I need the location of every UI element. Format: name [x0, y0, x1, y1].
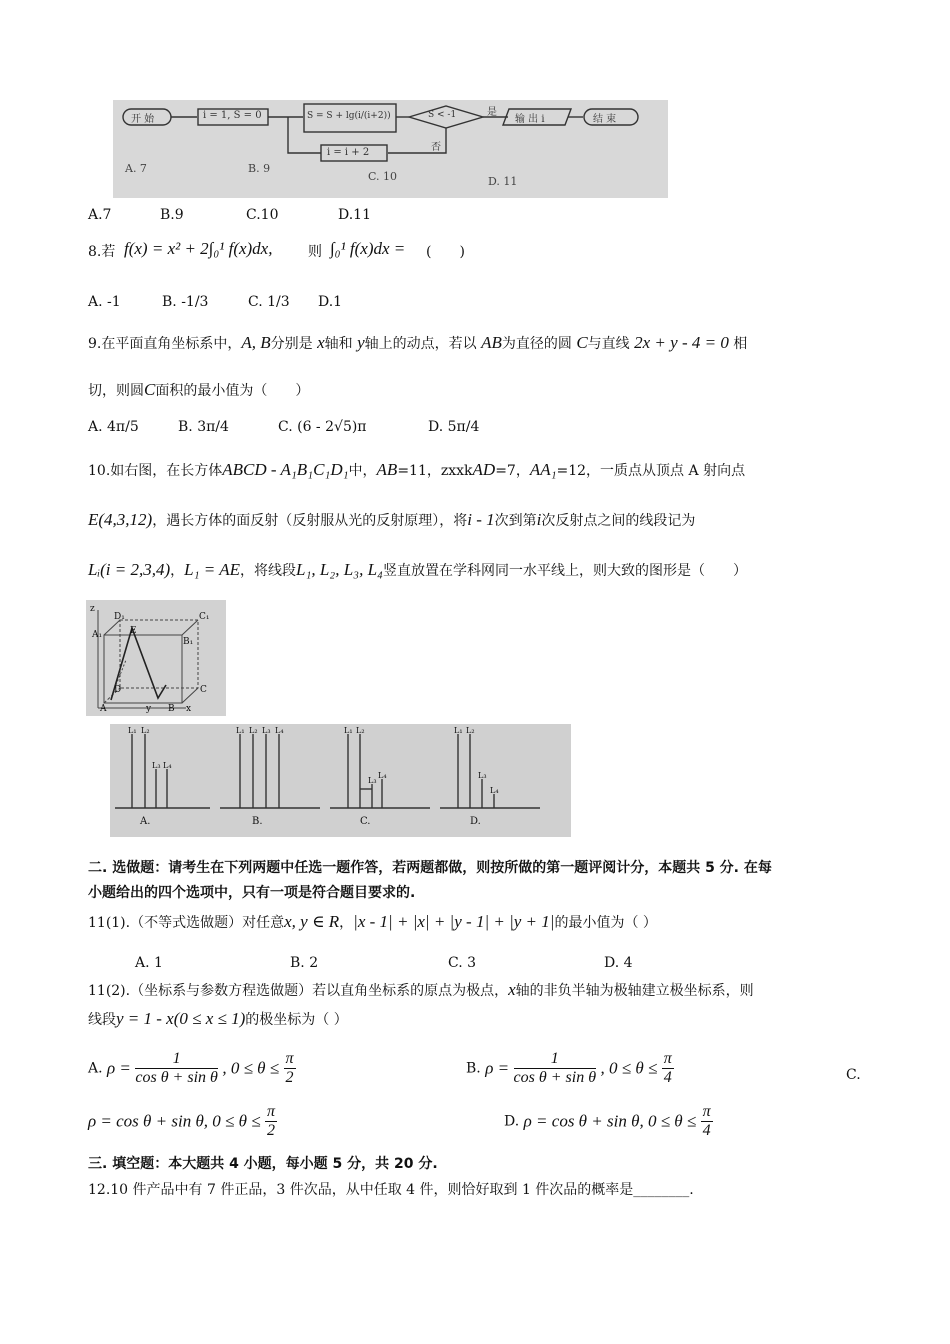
cuboid-label-b1: B₁ [183, 637, 194, 647]
q11b-optA-frac [135, 1050, 218, 1087]
q9-t8: 切，则圆 [88, 383, 144, 399]
q11b-optC-label: C. [846, 1067, 861, 1083]
q11b-optB-num: 1 [514, 1050, 597, 1069]
cuboid-label-a: A [100, 704, 107, 714]
choice-b-l4: L₄ [275, 726, 284, 735]
q9-c2: C [144, 380, 156, 399]
choice-a-l4: L₄ [163, 761, 172, 770]
q11b-optB-rho: ρ = [485, 1058, 510, 1078]
q11a-cond: x, y ∈ R [284, 912, 340, 931]
q11b-optD-pifrac [701, 1103, 713, 1140]
q10-t11: 竖直放置在学科网同一水平线上，则大致的图形是（ ） [382, 563, 747, 579]
flow-opt-c: C. 10 [368, 170, 398, 183]
flow-cond: S < -1 [428, 110, 457, 120]
flowchart-figure [113, 100, 668, 198]
q11a-line [88, 912, 657, 932]
choice-a-l2: L₂ [141, 726, 150, 735]
cuboid-label-y: y [146, 704, 152, 714]
q11b-optA-range: , 0 ≤ θ ≤ [222, 1058, 280, 1078]
q11a-expr: |x - 1| + |x| + |y - 1| + |y + 1| [353, 912, 555, 931]
q11b-seg: y = 1 - x(0 ≤ x ≤ 1) [116, 1009, 246, 1028]
flow-init: i = 1, S = 0 [203, 110, 262, 121]
q11b-optD: ρ = cos θ + sin θ, 0 ≤ θ ≤ [523, 1111, 697, 1131]
q11b-option-a [88, 1050, 296, 1087]
choice-d-l3: L₃ [478, 771, 487, 780]
q11b-optA-den: cos θ + sin θ [135, 1069, 218, 1086]
q8-mid: 则 [308, 244, 322, 260]
q10-t9: ， [170, 563, 185, 579]
q9-option-d: D. 5π/4 [428, 419, 480, 435]
q11b-line1 [88, 980, 754, 1000]
q10-l1: L₁ = AE [184, 560, 240, 579]
cuboid-label-z: z [90, 604, 95, 614]
cuboid-label-a1: A₁ [92, 630, 103, 640]
q11b-optA-pi: π [285, 1050, 294, 1067]
choices-figure [110, 724, 571, 837]
choice-c-label: C. [360, 816, 371, 827]
q9-t2: 分别是 [270, 336, 313, 352]
q9-t9: 面积的最小值为（ ） [155, 383, 310, 399]
q11b-optD-4: 4 [702, 1122, 711, 1139]
q9-y: y [357, 333, 365, 352]
flow-update: S = S + lg(i/(i+2)) [307, 111, 391, 121]
q7-option-d: D.11 [338, 207, 371, 223]
section3-title: 三. 填空题：本大题共 4 小题，每小题 5 分，共 20 分. [88, 1156, 438, 1172]
choice-c-l4: L₄ [378, 771, 387, 780]
q10-t4: =7， [495, 463, 530, 479]
q10-ls: L₁, L₂, L₃, L₄ [295, 560, 383, 579]
flow-end: 结 束 [593, 114, 617, 125]
q11b-option-b [466, 1050, 674, 1087]
q11a-option-b: B. 2 [290, 955, 319, 971]
cuboid-label-b: B [168, 704, 175, 714]
cuboid-label-d: D [114, 685, 122, 695]
q10-t1: 10.如右图，在长方体 [88, 463, 223, 479]
flow-opt-a: A. 7 [125, 162, 147, 175]
flow-opt-d: D. 11 [488, 175, 518, 188]
q10-i: i [536, 510, 542, 529]
choice-a-label: A. [140, 816, 151, 827]
q8-formula2: ∫₀¹ f(x)dx = [330, 239, 406, 258]
q11a-t1: 11(1).（不等式选做题）对任意 [88, 915, 285, 931]
q9-t6: 与直线 [587, 336, 630, 352]
q8-formula: f(x) = x² + 2∫₀¹ f(x)dx, [124, 239, 273, 258]
q10-box: ABCD - A₁B₁C₁D₁ [222, 460, 349, 479]
choice-a-l3: L₃ [152, 761, 161, 770]
q11a-option-a: A. 1 [135, 955, 163, 971]
q9-t1: 9.在平面直角坐标系中， [88, 336, 242, 352]
q11b-t1: 11(2).（坐标系与参数方程选做题）若以直角坐标系的原点为极点， [88, 983, 509, 999]
choices-svg [110, 724, 571, 837]
flow-start: 开 始 [131, 114, 155, 125]
q8-option-c: C. 1/3 [248, 294, 290, 310]
q10-t2: 中， [348, 463, 377, 479]
flow-no: 否 [431, 142, 441, 153]
q11b-t2: 轴的非负半轴为极轴建立极坐标系，则 [515, 983, 754, 999]
q10-li: Lᵢ(i = 2,3,4) [88, 560, 171, 579]
q11b-optA-label: A. [88, 1060, 103, 1077]
q11a-t3: 的最小值为（ ） [554, 915, 657, 931]
q10-t5: =12，一质点从顶点 A 射向点 [556, 463, 746, 479]
choice-b-l2: L₂ [249, 726, 258, 735]
choice-d-l1: L₁ [454, 726, 463, 735]
q11b-optA-rho: ρ = [107, 1058, 131, 1078]
choice-b-l1: L₁ [236, 726, 245, 735]
section2-line2: 小题给出的四个选项中，只有一项是符合题目要求的. [88, 885, 416, 901]
q8-option-d: D.1 [318, 294, 343, 310]
q9-t3: 轴和 [324, 336, 353, 352]
q9-c: C [576, 333, 588, 352]
q10-t6: ，遇长方体的面反射（反射服从光的反射原理），将 [152, 513, 468, 529]
q9-option-b: B. 3π/4 [178, 419, 229, 435]
q8-prefix: 8.若 [88, 244, 116, 260]
q9-t4: 轴上的动点，若以 [364, 336, 477, 352]
q10-t3: =11，zxxk [397, 463, 473, 479]
q10-ad: AD [472, 460, 496, 479]
q7-option-c: C.10 [246, 207, 279, 223]
q11b-optC: ρ = cos θ + sin θ, 0 ≤ θ ≤ [88, 1111, 261, 1131]
q10-t8: 次反射点之间的线段记为 [541, 513, 696, 529]
q11b-optC-2: 2 [267, 1122, 276, 1139]
q9-x: x [317, 333, 325, 352]
q10-line2 [88, 510, 695, 530]
choice-b-label: B. [252, 816, 263, 827]
cuboid-label-x: x [186, 704, 192, 714]
q8-option-a: A. -1 [88, 294, 121, 310]
q11b-option-c [88, 1103, 277, 1140]
q9-t5: 为直径的圆 [501, 336, 572, 352]
q9-option-c: C. (6 - 2√5)π [278, 419, 367, 435]
flow-incr: i = i + 2 [327, 147, 370, 158]
q11b-t3: 线段 [88, 1012, 116, 1028]
q8-paren: ( ) [426, 244, 465, 260]
q11b-optD-label: D. [504, 1113, 520, 1130]
cuboid-label-e: E [130, 626, 137, 636]
q11b-optB-den: cos θ + sin θ [513, 1069, 597, 1086]
choice-a-l1: L₁ [128, 726, 137, 735]
cuboid-label-c: C [200, 685, 207, 695]
q11b-optA-2: 2 [285, 1069, 294, 1086]
q9-t7: 相 [733, 336, 748, 352]
q10-line3 [88, 560, 747, 580]
q11b-optA-num: 1 [135, 1050, 218, 1069]
q11b-optB-frac [514, 1050, 597, 1087]
q11b-optC-pifrac [265, 1103, 277, 1140]
q11b-optC-pi: π [267, 1103, 276, 1120]
q10-ab: AB [376, 460, 398, 479]
q11b-optB-4: 4 [663, 1069, 672, 1086]
section2-line1: 二. 选做题：请考生在下列两题中任选一题作答，若两题都做，则按所做的第一题评阅计分，本题共 5 分. 在每 [88, 860, 772, 876]
q11b-optA-pifrac [284, 1050, 296, 1087]
q10-aa: AA₁ [529, 460, 557, 479]
flow-output: 输 出 i [515, 114, 545, 125]
flow-yes: 是 [487, 107, 497, 118]
q10-t7: 次到第 [494, 513, 537, 529]
q10-im1: i - 1 [467, 510, 495, 529]
q11b-option-d [504, 1103, 713, 1140]
q11b-optD-pi: π [702, 1103, 711, 1120]
q9-line1 [88, 333, 747, 353]
choice-b-l3: L₃ [262, 726, 271, 735]
choice-c-l3: L₃ [368, 776, 377, 785]
q11b-optB-pi: π [663, 1050, 672, 1067]
q9-option-a: A. 4π/5 [88, 419, 139, 435]
q11b-x: x [508, 980, 516, 999]
q11a-t2: ， [339, 915, 354, 931]
cuboid-figure [86, 600, 226, 716]
q11a-option-d: D. 4 [604, 955, 633, 971]
q11b-optB-range: , 0 ≤ θ ≤ [600, 1058, 658, 1078]
choice-d-label: D. [470, 816, 481, 827]
q10-t10: ，将线段 [239, 563, 296, 579]
q8-option-b: B. -1/3 [162, 294, 209, 310]
q9-line2 [88, 380, 309, 400]
q9-ab2: AB [481, 333, 502, 352]
q11b-line2 [88, 1009, 348, 1029]
choice-c-l1: L₁ [344, 726, 353, 735]
flow-opt-b: B. 9 [248, 162, 271, 175]
q9-ab: A, B [241, 333, 271, 352]
choice-c-l2: L₂ [356, 726, 365, 735]
q9-line: 2x + y - 4 = 0 [634, 333, 729, 352]
q11b-t4: 的极坐标为（ ） [245, 1012, 348, 1028]
q11b-optB-label: B. [466, 1060, 481, 1077]
cuboid-label-d1: D₁ [114, 612, 125, 622]
cuboid-label-c1: C₁ [199, 612, 210, 622]
q7-option-b: B.9 [160, 207, 184, 223]
q11a-option-c: C. 3 [448, 955, 477, 971]
choice-d-l2: L₂ [466, 726, 475, 735]
choice-d-l4: L₄ [490, 786, 499, 795]
q12-text: 12.10 件产品中有 7 件正品，3 件次品，从中任取 4 件，则恰好取到 1 件次品的概率是________. [88, 1182, 694, 1198]
q7-option-a: A.7 [88, 207, 112, 223]
q11b-optB-pifrac [662, 1050, 674, 1087]
q10-e: E(4,3,12) [88, 510, 153, 529]
q10-line1 [88, 460, 745, 480]
